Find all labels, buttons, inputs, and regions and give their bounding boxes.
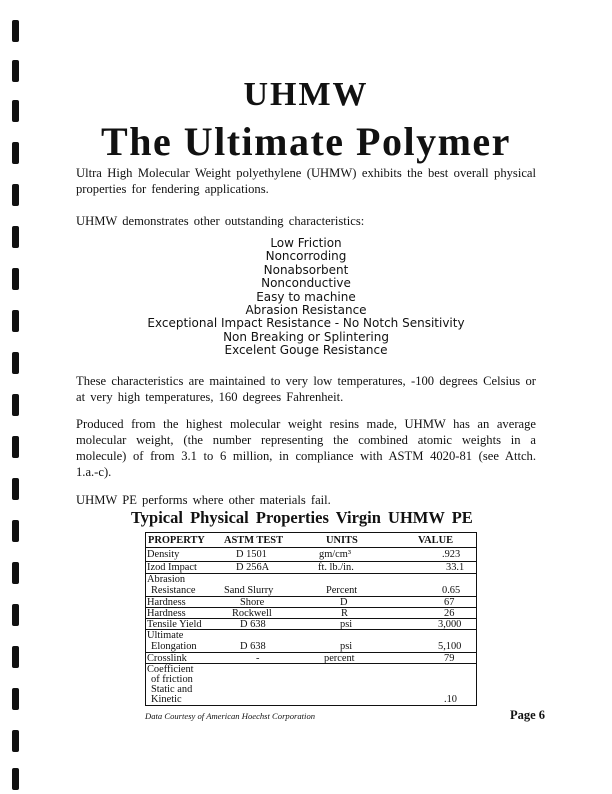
- list-item: Low Friction: [270, 236, 342, 250]
- list-item: Noncorroding: [265, 249, 347, 264]
- list-item: Exceptional Impact Resistance - No Notch Sensitivity: [147, 316, 465, 331]
- table-cell-units: psi: [340, 619, 353, 630]
- table-cell-astm: -: [256, 653, 260, 664]
- table-cell-value: 33.1: [446, 562, 465, 573]
- table-cell-units: gm/cm³: [319, 549, 351, 560]
- table-cell-value: .923: [442, 549, 461, 560]
- table-cell-property: Static and: [151, 684, 193, 695]
- binder-hole: [12, 394, 19, 416]
- table-cell-value: 79: [444, 653, 455, 664]
- row-divider: [146, 573, 476, 574]
- table-cell-astm: Shore: [240, 597, 265, 608]
- binder-hole: [12, 520, 19, 542]
- binder-hole: [12, 436, 19, 458]
- binder-hole: [12, 688, 19, 710]
- table-title: Typical Physical Properties Virgin UHMW PE: [131, 508, 473, 527]
- row-divider: [146, 629, 476, 630]
- table-cell-property: of friction: [151, 674, 193, 685]
- table-cell-property: Elongation: [151, 641, 197, 652]
- list-item: Abrasion Resistance: [245, 303, 367, 318]
- column-header-units: UNITS: [326, 535, 358, 546]
- table-cell-astm: D 638: [240, 619, 266, 630]
- table-cell-value: 26: [444, 608, 455, 619]
- table-cell-astm: Sand Slurry: [224, 585, 274, 596]
- table-cell-property: Ultimate: [147, 630, 184, 641]
- binder-hole: [12, 646, 19, 668]
- table-cell-astm: D 638: [240, 641, 266, 652]
- column-header-astm: ASTM TEST: [224, 535, 284, 546]
- list-item: Easy to machine: [256, 289, 356, 304]
- column-header-property: PROPERTY: [148, 535, 205, 546]
- table-cell-value: 3,000: [438, 619, 462, 630]
- page-subtitle: The Ultimate Polymer: [101, 119, 511, 164]
- table-cell-value: .10: [444, 694, 457, 705]
- list-item: Nonabsorbent: [263, 262, 349, 277]
- page-number: Page 6: [510, 708, 546, 722]
- data-credit: Data Courtesy of American Hoechst Corporation: [145, 711, 316, 721]
- temperature-paragraph: These characteristics are maintained to very low temperatures, -100 degrees Celsius or at very high temperatures, 160 degrees Fahrenheit.: [76, 374, 536, 404]
- list-item: Excelent Gouge Resistance: [224, 343, 388, 358]
- table-cell-units: D: [340, 597, 348, 608]
- table-cell-property: Izod Impact: [147, 562, 197, 573]
- table-cell-value: 0.65: [442, 585, 461, 596]
- binder-hole: [12, 184, 19, 206]
- table-cell-astm: D 256A: [236, 562, 270, 573]
- table-cell-astm: Rockwell: [232, 608, 272, 619]
- binder-hole: [12, 20, 19, 42]
- table-cell-property: Abrasion: [147, 574, 186, 585]
- page-title: UHMW: [243, 76, 369, 113]
- table-cell-property: Crosslink: [147, 653, 187, 664]
- table-cell-units: psi: [340, 641, 353, 652]
- row-divider: [146, 663, 476, 664]
- table-cell-units: percent: [324, 653, 355, 664]
- table-cell-units: Percent: [326, 585, 358, 596]
- production-paragraph: Produced from the highest molecular weight resins made, UHMW has an average molecular weight, (the number representing the combined atomic weights in a molecule) of from 3.1 to 6 million, in compliance with ASTM 4020-81 (see Attch. 1.a.-c).: [76, 417, 536, 479]
- table-cell-property: Coefficient: [147, 664, 194, 675]
- table-header-row: [146, 533, 476, 547]
- lead-in-paragraph: UHMW demonstrates other outstanding characteristics:: [76, 214, 365, 228]
- performance-paragraph: UHMW PE performs where other materials fail.: [76, 493, 331, 507]
- binder-hole: [12, 768, 19, 790]
- table-cell-property: Kinetic: [151, 694, 182, 705]
- table-cell-value: 5,100: [438, 641, 462, 652]
- column-header-value: VALUE: [418, 535, 454, 546]
- characteristics-list: [0, 237, 612, 358]
- list-item: Nonconductive: [261, 276, 351, 291]
- table-cell-astm: D 1501: [236, 549, 267, 560]
- table-cell-property: Resistance: [151, 585, 196, 596]
- row-divider: [146, 596, 476, 597]
- table-cell-property: Hardness: [147, 597, 186, 608]
- row-divider: [146, 652, 476, 653]
- table-cell-value: 67: [444, 597, 455, 608]
- row-divider: [146, 547, 476, 548]
- intro-paragraph: Ultra High Molecular Weight polyethylene (UHMW) exhibits the best overall physical properties for fendering applications.: [76, 166, 536, 196]
- table-cell-property: Hardness: [147, 608, 186, 619]
- binder-hole: [12, 604, 19, 626]
- binder-hole: [12, 730, 19, 752]
- table-cell-property: Tensile Yield: [147, 619, 202, 630]
- row-divider: [146, 607, 476, 608]
- table-cell-property: Density: [147, 549, 180, 560]
- list-item: Non Breaking or Splintering: [223, 329, 389, 344]
- table-cell-units: ft. lb./in.: [318, 562, 354, 573]
- binder-hole: [12, 478, 19, 500]
- table-cell-units: R: [341, 608, 348, 619]
- properties-table: [145, 532, 477, 706]
- binder-hole: [12, 562, 19, 584]
